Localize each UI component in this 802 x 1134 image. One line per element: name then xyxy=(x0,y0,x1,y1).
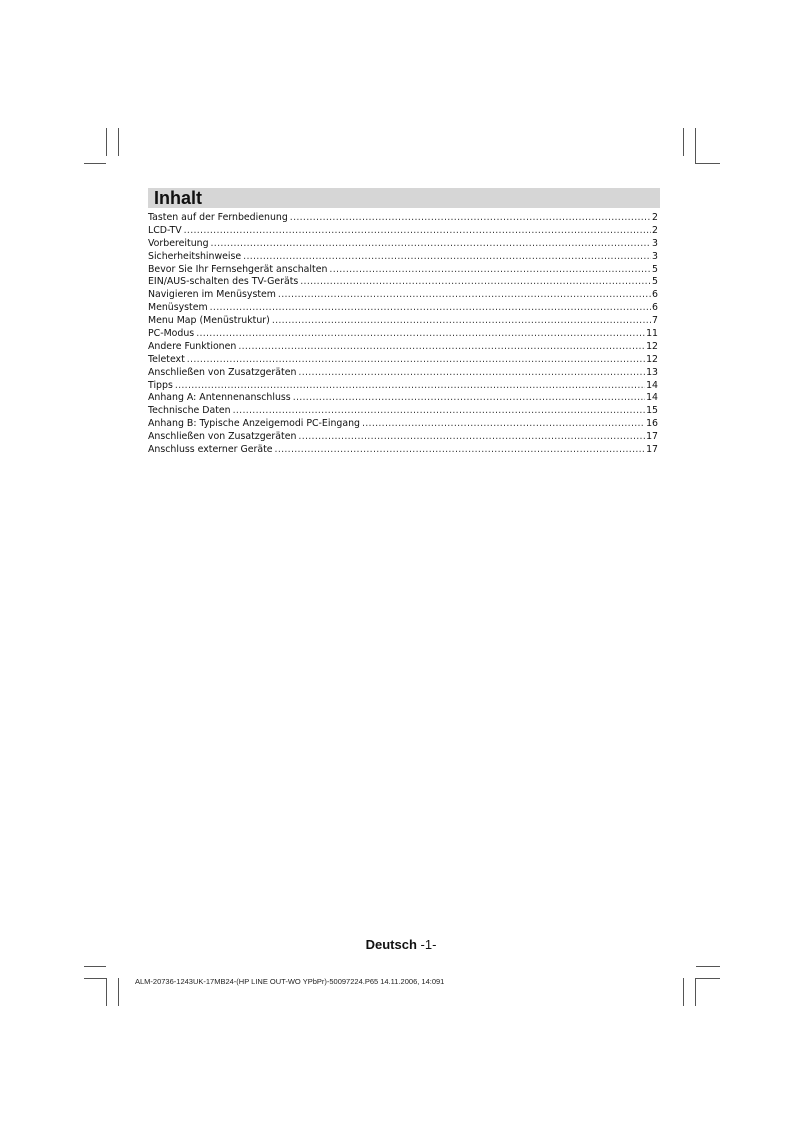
toc-leader-dots xyxy=(196,328,645,341)
toc-entry[interactable] xyxy=(148,328,658,341)
toc-entry-title: LCD-TV xyxy=(148,224,182,236)
toc-entry-page: 14 xyxy=(646,392,658,404)
toc-entry[interactable] xyxy=(148,444,658,457)
toc-entry[interactable] xyxy=(148,367,658,380)
toc-entry-page: 6 xyxy=(652,302,658,314)
toc-leader-dots xyxy=(210,302,651,315)
crop-mark xyxy=(84,163,106,164)
toc-leader-dots xyxy=(298,431,645,444)
toc-entry-page: 7 xyxy=(652,315,658,327)
toc-entry-title: Tasten auf der Fernbedienung xyxy=(148,212,288,223)
toc-entry-title: Anschließen von Zusatzgeräten xyxy=(148,431,297,443)
toc-entry-page: 16 xyxy=(646,418,658,430)
crop-mark xyxy=(683,978,684,1006)
toc-leader-dots xyxy=(184,225,651,238)
toc-entry[interactable] xyxy=(148,264,658,277)
crop-mark xyxy=(696,978,720,979)
toc-leader-dots xyxy=(211,238,652,251)
toc-leader-dots xyxy=(362,418,645,431)
toc-entry-title: Menu Map (Menüstruktur) xyxy=(148,315,270,327)
crop-mark xyxy=(696,966,720,967)
toc-leader-dots xyxy=(329,264,651,277)
toc-leader-dots xyxy=(272,315,651,328)
footer-language: Deutsch xyxy=(365,937,417,952)
toc-entry-title: Anhang B: Typische Anzeigemodi PC-Eingang xyxy=(148,418,360,430)
crop-mark xyxy=(683,128,684,156)
page-title: Inhalt xyxy=(154,188,202,208)
toc-entry-page: 2 xyxy=(652,224,658,236)
crop-mark xyxy=(118,128,119,156)
crop-mark xyxy=(84,966,106,967)
toc-entry[interactable] xyxy=(148,225,658,238)
toc-entry-title: Andere Funktionen xyxy=(148,340,237,352)
toc-entry[interactable] xyxy=(148,251,658,264)
toc-entry-page: 11 xyxy=(646,328,658,340)
toc-leader-dots xyxy=(187,354,645,367)
toc-entry[interactable] xyxy=(148,341,658,354)
toc-entry-page: 13 xyxy=(646,366,658,378)
toc-entry-page: 2 xyxy=(652,212,658,223)
toc-entry[interactable] xyxy=(148,276,658,289)
toc-leader-dots xyxy=(298,367,645,380)
toc-leader-dots xyxy=(243,251,651,264)
file-info: ALM-20736-1243UK-17MB24-(HP LINE OUT-WO YPbPr)-50097224.P65 14.11.2006, 14:091 xyxy=(135,977,445,986)
toc-entry-title: Tipps xyxy=(148,379,173,391)
crop-mark xyxy=(695,978,696,1006)
toc-entry[interactable] xyxy=(148,238,658,251)
toc-entry-page: 6 xyxy=(652,289,658,301)
toc-entry-title: Technische Daten xyxy=(148,405,231,417)
toc-entry-title: Vorbereitung xyxy=(148,237,209,249)
toc-entry-title: Anschließen von Zusatzgeräten xyxy=(148,366,297,378)
heading-bar xyxy=(148,188,660,208)
toc-entry-page: 12 xyxy=(646,353,658,365)
toc-entry-page: 3 xyxy=(652,237,658,249)
toc-entry-title: Sicherheitshinweise xyxy=(148,250,242,262)
toc-entry-page: 14 xyxy=(646,379,658,391)
toc-leader-dots xyxy=(290,212,651,225)
toc-entry-page: 5 xyxy=(652,263,658,275)
toc-entry-title: Menüsystem xyxy=(148,302,208,314)
crop-mark xyxy=(106,128,107,156)
footer-page-number: -1- xyxy=(420,937,437,952)
toc-entry[interactable] xyxy=(148,418,658,431)
toc-leader-dots xyxy=(233,405,645,418)
toc-entry-page: 3 xyxy=(652,250,658,262)
toc-entry-title: EIN/AUS-schalten des TV-Geräts xyxy=(148,276,299,288)
crop-mark xyxy=(118,978,119,1006)
toc-entry[interactable] xyxy=(148,315,658,328)
toc-leader-dots xyxy=(238,341,645,354)
toc-entry[interactable] xyxy=(148,380,658,393)
toc-entry-title: Anschluss externer Geräte xyxy=(148,444,273,456)
toc-entry-title: PC-Modus xyxy=(148,328,195,340)
toc-entry-page: 15 xyxy=(646,405,658,417)
toc-leader-dots xyxy=(278,289,651,302)
toc-entry-title: Anhang A: Antennenanschluss xyxy=(148,392,291,404)
toc-entry[interactable] xyxy=(148,289,658,302)
toc-entry-title: Navigieren im Menüsystem xyxy=(148,289,276,301)
toc-entry-title: Bevor Sie Ihr Fernsehgerät anschalten xyxy=(148,263,328,275)
toc-leader-dots xyxy=(300,276,651,289)
toc-leader-dots xyxy=(275,444,646,457)
crop-mark xyxy=(106,978,107,1006)
toc-entry-page: 12 xyxy=(646,340,658,352)
toc-entry[interactable] xyxy=(148,405,658,418)
toc-entry-title: Teletext xyxy=(148,353,185,365)
crop-mark xyxy=(695,128,696,164)
page-footer xyxy=(0,937,802,952)
table-of-contents xyxy=(148,212,658,457)
toc-entry-page: 5 xyxy=(652,276,658,288)
crop-mark xyxy=(84,978,106,979)
toc-leader-dots xyxy=(175,380,645,393)
toc-entry-page: 17 xyxy=(646,431,658,443)
toc-leader-dots xyxy=(293,392,645,405)
crop-mark xyxy=(696,163,720,164)
toc-entry[interactable] xyxy=(148,212,658,225)
toc-entry[interactable] xyxy=(148,392,658,405)
toc-entry[interactable] xyxy=(148,354,658,367)
toc-entry-page: 17 xyxy=(646,444,658,456)
toc-entry[interactable] xyxy=(148,302,658,315)
toc-entry[interactable] xyxy=(148,431,658,444)
